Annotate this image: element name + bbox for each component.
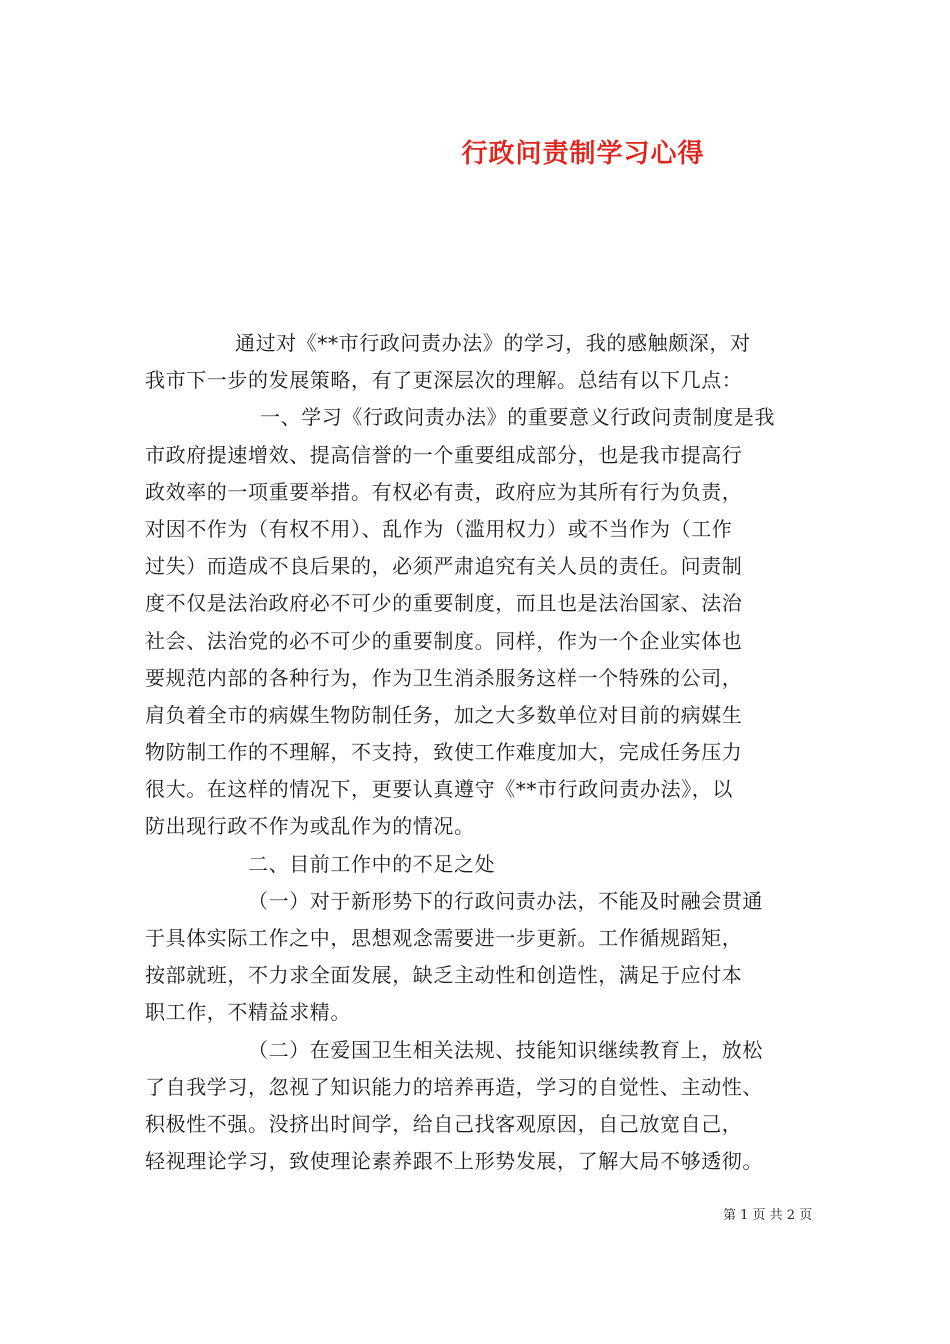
body-line: 了自我学习，忽视了知识能力的培养再造，学习的自觉性、主动性、 bbox=[145, 1074, 763, 1099]
body-line: 对因不作为（有权不用）、乱作为（滥用权力）或不当作为（工作 bbox=[145, 516, 733, 541]
page-footer: 第 1 页 共 2 页 bbox=[723, 1208, 813, 1223]
section-heading-line: 一、学习《行政问责办法》的重要意义行政问责制度是我 bbox=[260, 405, 775, 430]
section-heading-line: 二、目前工作中的不足之处 bbox=[248, 851, 496, 876]
body-line: 要规范内部的各种行为，作为卫生消杀服务这样一个特殊的公司， bbox=[145, 665, 743, 690]
body-line: 政效率的一项重要举措。有权必有责，政府应为其所有行为负责， bbox=[145, 479, 743, 504]
body-line: 防出现行政不作为或乱作为的情况。 bbox=[145, 814, 475, 839]
body-line: （二）在爱国卫生相关法规、技能知识继续教育上，放松 bbox=[248, 1037, 763, 1062]
body-line: 市政府提速增效、提高信誉的一个重要组成部分，也是我市提高行 bbox=[145, 442, 743, 467]
body-line: 度不仅是法治政府必不可少的重要制度，而且也是法治国家、法治 bbox=[145, 591, 743, 616]
body-line: 轻视理论学习，致使理论素养跟不上形势发展，了解大局不够透彻。 bbox=[145, 1149, 763, 1174]
body-line: 通过对《**市行政问责办法》的学习，我的感触颇深，对 bbox=[235, 331, 751, 355]
body-line: 社会、法治党的必不可少的重要制度。同样，作为一个企业实体也 bbox=[145, 628, 743, 653]
body-line: 按部就班，不力求全面发展，缺乏主动性和创造性，满足于应付本 bbox=[145, 963, 743, 988]
body-line: 很大。在这样的情况下，更要认真遵守《**市行政问责办法》，以 bbox=[145, 777, 733, 802]
body-line: 物防制工作的不理解，不支持，致使工作难度加大，完成任务压力 bbox=[145, 740, 743, 765]
document-title: 行政问责制学习心得 bbox=[461, 139, 705, 169]
body-line: 职工作，不精益求精。 bbox=[145, 1000, 351, 1025]
document-body bbox=[145, 325, 810, 1180]
body-line: 过失）而造成不良后果的，必须严肃追究有关人员的责任。问责制 bbox=[145, 554, 743, 579]
body-line: （一）对于新形势下的行政问责办法，不能及时融会贯通 bbox=[248, 888, 763, 913]
body-line: 积极性不强。没挤出时间学，给自己找客观原因，自己放宽自己， bbox=[145, 1111, 743, 1136]
body-line: 我市下一步的发展策略，有了更深层次的理解。总结有以下几点： bbox=[145, 368, 743, 393]
body-line: 肩负着全市的病媒生物防制任务，加之大多数单位对目前的病媒生 bbox=[145, 702, 743, 727]
body-line: 于具体实际工作之中，思想观念需要进一步更新。工作循规蹈矩， bbox=[145, 926, 743, 950]
